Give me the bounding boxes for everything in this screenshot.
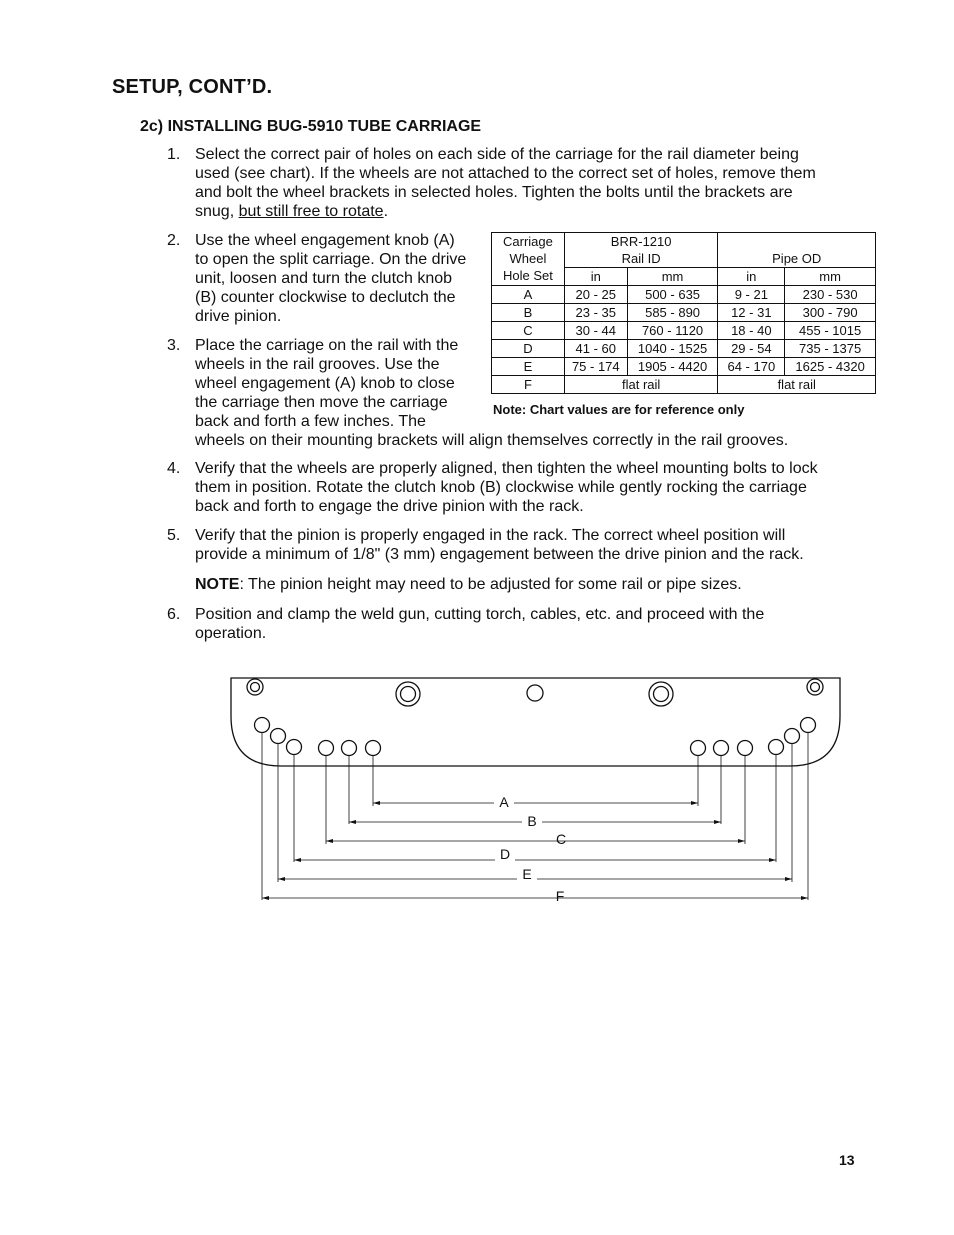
- hole: [271, 729, 286, 744]
- step-2-text: Use the wheel engagement knob (A) to open the split carriage. On the drive unit, loosen and turn the clutch knob (B) counter clockwise to declutch the drive pinion.: [195, 232, 467, 325]
- page-title: SETUP, CONT’D.: [112, 76, 273, 98]
- section-heading: 2c) INSTALLING BUG-5910 TUBE CARRIAGE: [140, 118, 482, 135]
- step-3-text: Place the carriage on the rail with the wheels in the rail grooves. Use the wheel engagement (A) knob to close the carriage then move the carriage back and forth a few inches. The wheels on their mounting brackets will align themselves correctly in the rail grooves.: [195, 337, 789, 449]
- carriage-plate-outline: [231, 678, 840, 766]
- note-text: NOTE: The pinion height may need to be adjusted for some rail or pipe sizes.: [195, 576, 742, 593]
- table-header-cell: Rail ID: [564, 250, 718, 268]
- step-2-number: 2.: [167, 232, 181, 249]
- step-1-number: 1.: [167, 146, 181, 163]
- dimension-label-b: B: [527, 813, 537, 829]
- table-header-cell: Carriage: [492, 233, 565, 251]
- hole: [714, 741, 729, 756]
- hole: [649, 682, 673, 706]
- dimension-label-f: F: [555, 888, 565, 904]
- table-row: F flat rail flat rail: [492, 376, 876, 394]
- table-header-cell: BRR-1210: [564, 233, 718, 251]
- table-row: D 41 - 60 1040 - 1525 29 - 54 735 - 1375: [492, 340, 876, 358]
- hole: [738, 741, 753, 756]
- hole: [691, 741, 706, 756]
- hole: [319, 741, 334, 756]
- hole: [785, 729, 800, 744]
- table-header-cell: Pipe OD: [718, 250, 876, 268]
- table-row: A 20 - 25 500 - 635 9 - 21 230 - 530: [492, 286, 876, 304]
- step-5-number: 5.: [167, 527, 181, 544]
- hole: [527, 685, 543, 701]
- step-4-number: 4.: [167, 460, 181, 477]
- step-4-text: Verify that the wheels are properly aligned, then tighten the wheel mounting bolts to lock them in position. Rotate the clutch knob (B) clockwise while gently rocking the carriage back and forth to engage the drive pinion with the rack.: [195, 460, 818, 515]
- table-row: C 30 - 44 760 - 1120 18 - 40 455 - 1015: [492, 322, 876, 340]
- table-header-cell: Wheel: [492, 250, 565, 268]
- table-unit-cell: mm: [785, 268, 876, 286]
- step-3-number: 3.: [167, 337, 181, 354]
- table-unit-cell: in: [718, 268, 785, 286]
- hole: [287, 740, 302, 755]
- table-row: B 23 - 35 585 - 890 12 - 31 300 - 790: [492, 304, 876, 322]
- table-unit-cell: in: [564, 268, 627, 286]
- page-number: 13: [839, 1152, 855, 1168]
- table-note: Note: Chart values are for reference only: [493, 402, 745, 417]
- dimension-label-c: C: [555, 831, 567, 847]
- dimension-label-e: E: [522, 866, 532, 882]
- table-header-cell: Hole Set: [492, 268, 565, 286]
- hole: [769, 740, 784, 755]
- step-6-number: 6.: [167, 606, 181, 623]
- hole: [247, 679, 263, 695]
- note-label: NOTE: [195, 576, 240, 593]
- step-5-text: Verify that the pinion is properly engaged in the rack. The correct wheel position will provide a minimum of 1/8" (3 mm) engagement between the drive pinion and the rack.: [195, 527, 804, 563]
- hole: [396, 682, 420, 706]
- dimension-label-a: A: [499, 794, 509, 810]
- table-unit-cell: mm: [627, 268, 718, 286]
- hole: [255, 718, 270, 733]
- table-row: E 75 - 174 1905 - 4420 64 - 170 1625 - 4320: [492, 358, 876, 376]
- underlined-phrase: but still free to rotate: [238, 203, 384, 220]
- step-1-text: Select the correct pair of holes on each side of the carriage for the rail diameter being used (see chart). If the wheels are not attached to the correct set of holes, remove them and bolt the wheel brackets in selected holes. Tighten the bolts until the brackets are snug, but still free to rotate.: [195, 146, 816, 220]
- hole: [342, 741, 357, 756]
- hole: [807, 679, 823, 695]
- dimension-label-d: D: [499, 846, 511, 862]
- step-6-text: Position and clamp the weld gun, cutting torch, cables, etc. and proceed with the operation.: [195, 606, 765, 642]
- hole: [366, 741, 381, 756]
- hole: [801, 718, 816, 733]
